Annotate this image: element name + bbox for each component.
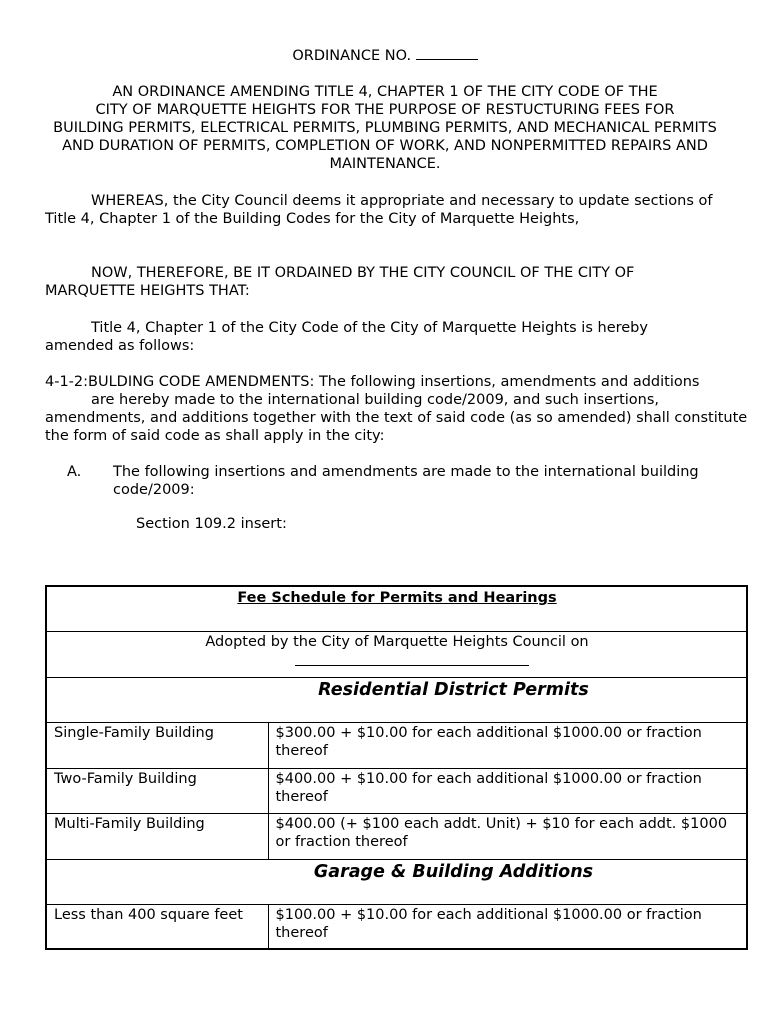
item-a-line: The following insertions and amendments are made to the international building (113, 464, 699, 480)
amended-paragraph: Title 4, Chapter 1 of the City Code of the City of Marquette Heights is hereby amended as follows: (45, 320, 648, 354)
fee-row (46, 768, 747, 813)
ordinance-title (0, 83, 770, 173)
ordinance-number-blank (416, 47, 478, 60)
adopted-row (46, 631, 747, 677)
section-line: are hereby made to the international building code/2009, and such insertions, (91, 392, 660, 408)
item-a-text (113, 463, 753, 499)
building-type: Two-Family Building (46, 768, 268, 813)
fee-amount: $300.00 + $10.00 for each additional $1000.00 or fraction thereof (268, 722, 747, 768)
adopted-date-line (54, 651, 740, 671)
residential-heading: Residential District Permits (318, 679, 589, 700)
item-a-line: code/2009: (113, 482, 195, 498)
fee-schedule-title: Fee Schedule for Permits and Hearings (237, 590, 557, 606)
residential-heading-row (46, 677, 747, 722)
title-line: BUILDING PERMITS, ELECTRICAL PERMITS, PLUMBING PERMITS, AND MECHANICAL PERMITS (53, 120, 717, 136)
ordinance-number (0, 47, 770, 65)
fee-row (46, 904, 747, 949)
title-line: AND DURATION OF PERMITS, COMPLETION OF WORK, AND NONPERMITTED REPAIRS AND (62, 138, 708, 154)
title-line: MAINTENANCE. (329, 156, 441, 172)
section-insert-label: Section 109.2 insert: (136, 516, 287, 532)
fee-title-row (46, 586, 747, 631)
fee-amount: $100.00 + $10.00 for each additional $1000.00 or fraction thereof (268, 904, 747, 949)
fee-amount: $400.00 + $10.00 for each additional $1000.00 or fraction thereof (268, 768, 747, 813)
building-type: Less than 400 square feet (46, 904, 268, 949)
fee-row (46, 722, 747, 768)
garage-heading: Garage & Building Additions (313, 861, 594, 882)
fee-row (46, 813, 747, 859)
building-type: Single-Family Building (46, 722, 268, 768)
section-4-1-2 (45, 373, 750, 445)
whereas-paragraph: WHEREAS, the City Council deems it appropriate and necessary to update sections of Title 4, Chapter 1 of the Building Codes for the City of Marquette Heights, (45, 193, 713, 227)
item-a-label: A. (67, 464, 82, 480)
fee-amount: $400.00 (+ $100 each addt. Unit) + $10 for each addt. $1000 or fraction thereof (268, 813, 747, 859)
now-therefore-paragraph: NOW, THEREFORE, BE IT ORDAINED BY THE CITY COUNCIL OF THE CITY OF MARQUETTE HEIGHTS THAT: (45, 265, 635, 299)
section-line: 4-1-2:BULDING CODE AMENDMENTS: The following insertions, amendments and additions (45, 374, 700, 390)
fee-schedule-table (45, 585, 748, 950)
building-type: Multi-Family Building (46, 813, 268, 859)
section-text: amendments, and additions together with the text of said code (as so amended) shall constitute the form of said code as shall apply in the city: (45, 410, 748, 444)
adopted-text: Adopted by the City of Marquette Heights Council on (205, 633, 589, 650)
title-line: AN ORDINANCE AMENDING TITLE 4, CHAPTER 1 OF THE CITY CODE OF THE (112, 84, 658, 100)
title-line: CITY OF MARQUETTE HEIGHTS FOR THE PURPOSE OF RESTUCTURING FEES FOR (95, 102, 675, 118)
ordinance-number-label: ORDINANCE NO. (292, 48, 412, 64)
garage-heading-row (46, 859, 747, 904)
